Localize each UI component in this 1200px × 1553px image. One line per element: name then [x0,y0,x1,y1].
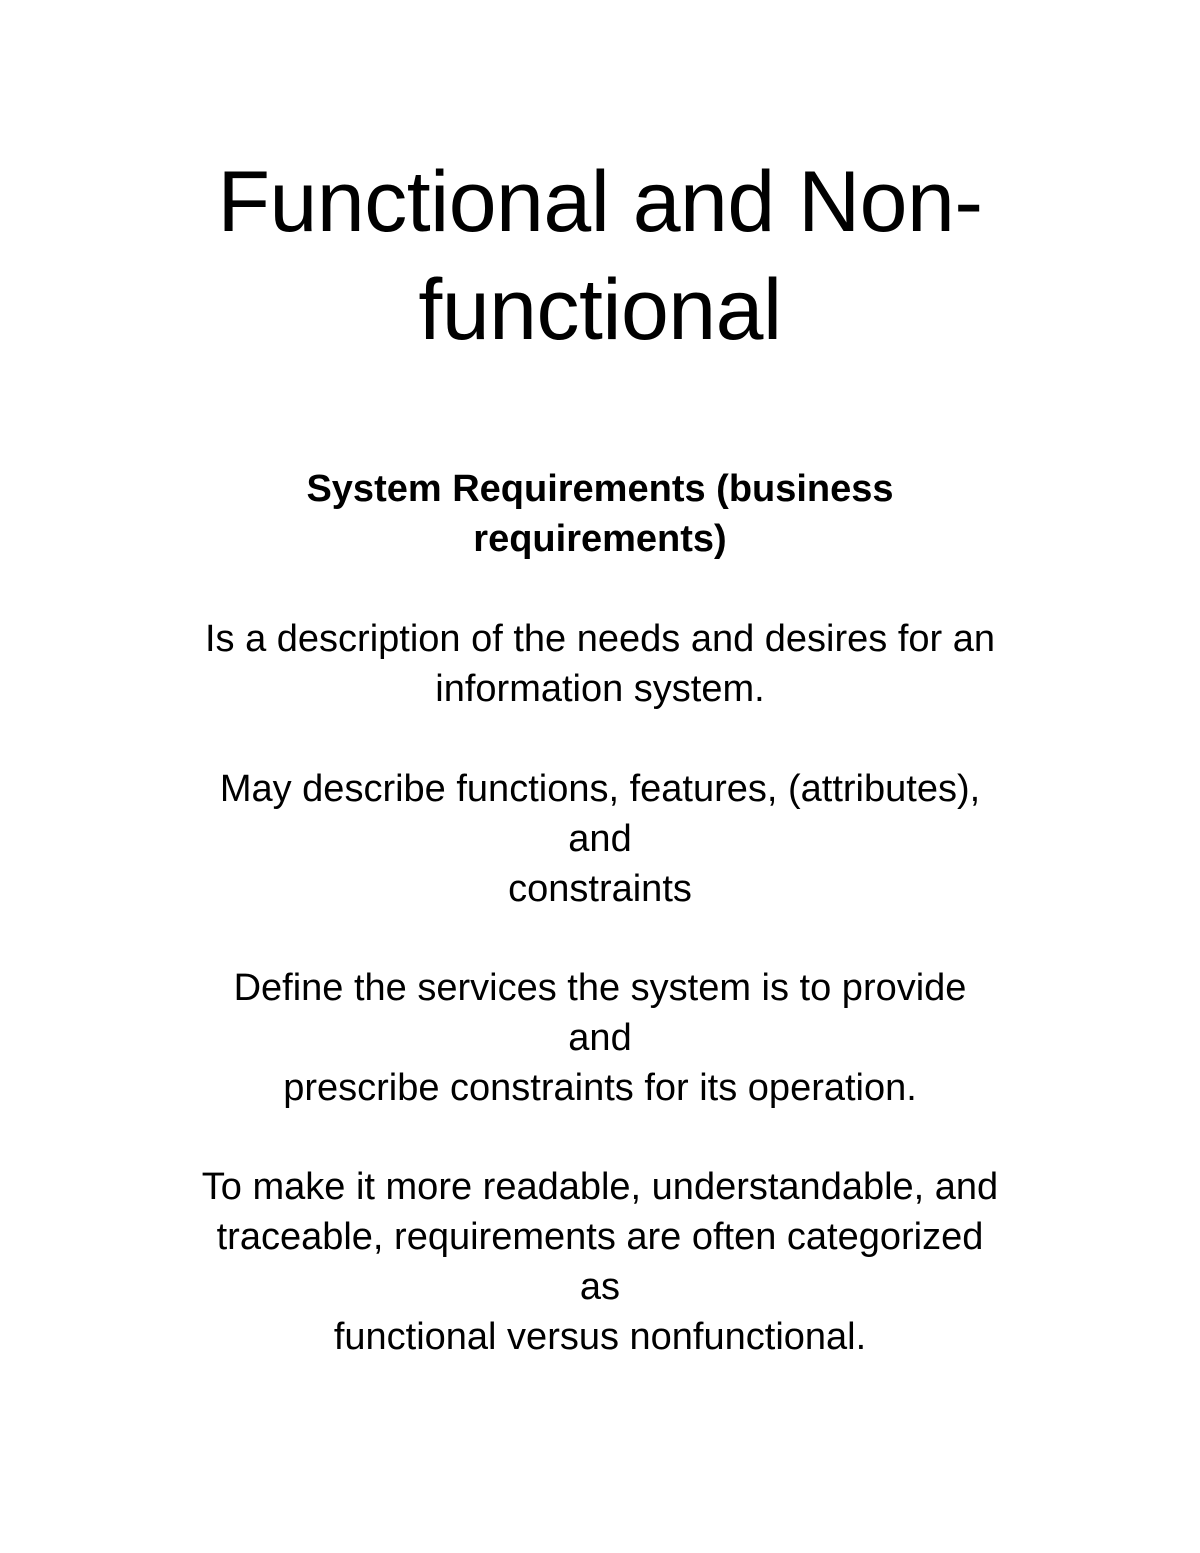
section-heading-line: System Requirements (business [306,468,894,510]
section-heading [100,464,1100,564]
section-heading-line: requirements) [473,518,727,560]
paragraph-line: functional versus nonfunctional. [333,1316,867,1358]
paragraph-definition [100,614,1100,714]
page-title [100,148,1100,364]
paragraph-line: and [568,818,632,860]
title-line: functional [418,262,782,358]
paragraph-line: traceable, requirements are often categorized [216,1216,984,1258]
paragraph-line: Is a description of the needs and desires for an [204,618,996,660]
paragraph-line: information system. [435,668,765,710]
paragraph-define [100,963,1100,1113]
paragraph-line: May describe functions, features, (attributes), [219,768,981,810]
paragraph-line: To make it more readable, understandable, and [201,1166,999,1208]
paragraph-line: constraints [508,868,692,910]
paragraph-line: as [579,1266,621,1308]
title-line: Functional and Non- [217,154,983,250]
paragraph-line: Define the services the system is to provide [233,967,967,1009]
paragraph-line: and [568,1017,632,1059]
paragraph-categorize [100,1162,1100,1362]
paragraph-describe [100,764,1100,914]
paragraph-line: prescribe constraints for its operation. [283,1067,917,1109]
